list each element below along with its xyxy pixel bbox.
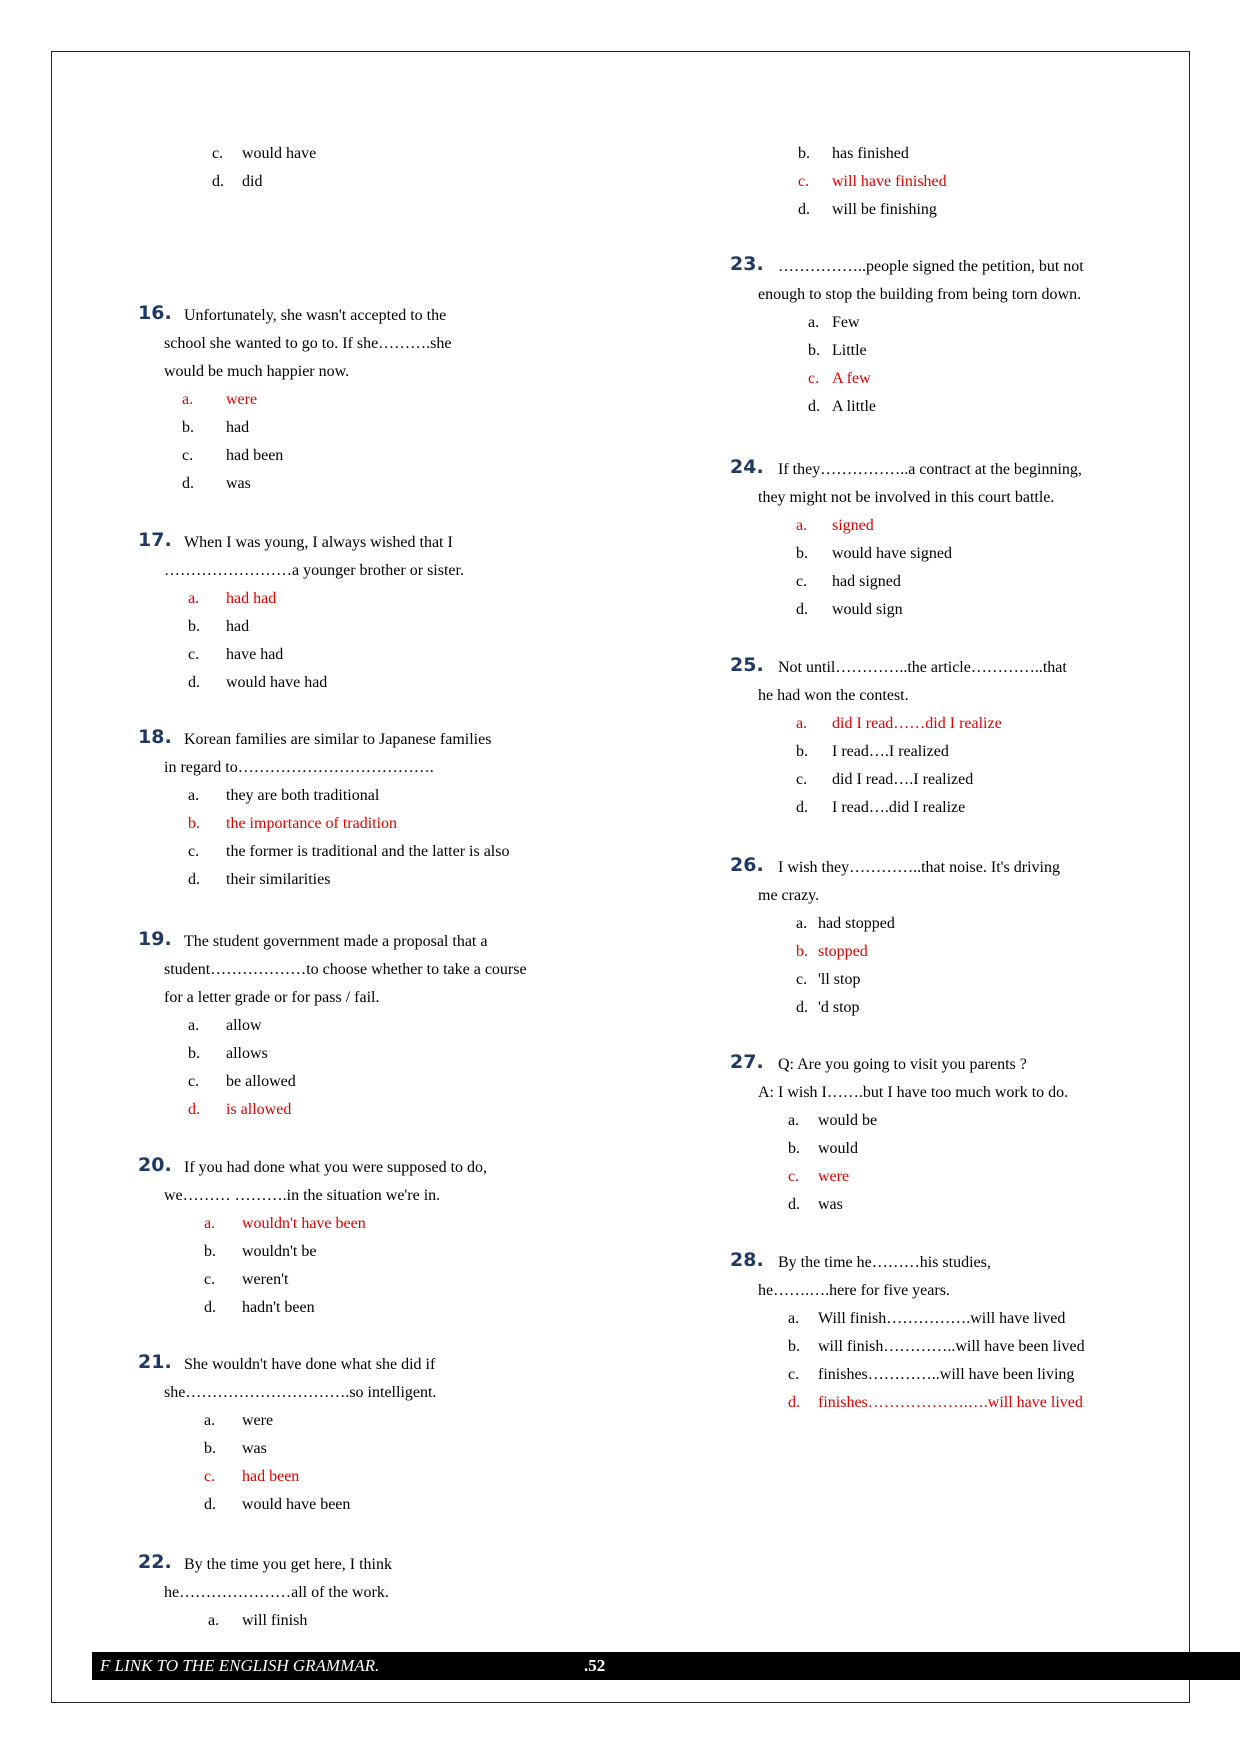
question-text: Not until…………..the article…………..that xyxy=(778,659,1067,676)
option-letter: c. xyxy=(788,1168,800,1185)
option-text: wouldn't have been xyxy=(242,1215,366,1232)
option-letter: a. xyxy=(188,590,200,607)
option-text: is allowed xyxy=(226,1101,292,1118)
question-text: By the time he………his studies, xyxy=(778,1254,991,1271)
option-letter: d. xyxy=(808,398,820,415)
question-text: student………………to choose whether to take a course xyxy=(164,961,527,978)
question-number: 27. xyxy=(730,1051,764,1073)
question-text: If you had done what you were supposed to do, xyxy=(184,1159,488,1176)
option-text: be allowed xyxy=(226,1073,296,1090)
question-number: 24. xyxy=(730,456,764,478)
option-text: wouldn't be xyxy=(242,1243,317,1260)
option-text: I read….I realized xyxy=(832,743,949,760)
question-number: 21. xyxy=(138,1351,172,1373)
option-text: would have been xyxy=(242,1496,351,1513)
question-number: 23. xyxy=(730,253,764,275)
option-letter: c. xyxy=(808,370,820,387)
question-text: for a letter grade or for pass / fail. xyxy=(164,989,380,1006)
option-letter: a. xyxy=(204,1412,216,1429)
option-text: will be finishing xyxy=(832,201,937,218)
option-text: they are both traditional xyxy=(226,787,380,804)
question-number: 28. xyxy=(730,1249,764,1271)
option-letter: c. xyxy=(796,771,808,788)
option-letter: d. xyxy=(212,173,224,190)
question-number: 22. xyxy=(138,1551,172,1573)
question-number: 16. xyxy=(138,302,172,324)
question-text: ……………..people signed the petition, but not xyxy=(778,258,1084,275)
option-letter: c. xyxy=(204,1468,216,1485)
question-text: Unfortunately, she wasn't accepted to the xyxy=(184,307,447,324)
option-letter: c. xyxy=(188,843,200,860)
question-text: in regard to………………………………. xyxy=(164,759,434,776)
question-text: we……… ……….in the situation we're in. xyxy=(164,1187,441,1204)
question-text: enough to stop the building from being torn down. xyxy=(758,286,1082,303)
option-text: would have signed xyxy=(832,545,952,562)
option-letter: d. xyxy=(204,1299,216,1316)
option-text: did xyxy=(242,173,263,190)
option-letter: c. xyxy=(188,646,200,663)
option-text: would have xyxy=(242,145,317,162)
option-text: weren't xyxy=(242,1271,289,1288)
question-number: 20. xyxy=(138,1154,172,1176)
option-letter: c. xyxy=(182,447,194,464)
option-text: Will finish…………….will have lived xyxy=(818,1310,1066,1327)
question-text: me crazy. xyxy=(758,887,820,904)
option-letter: c. xyxy=(188,1073,200,1090)
option-letter: d. xyxy=(188,871,200,888)
option-letter: d. xyxy=(788,1196,800,1213)
option-text: 'll stop xyxy=(818,971,861,988)
option-letter: b. xyxy=(204,1243,216,1260)
option-letter: b. xyxy=(188,618,200,635)
option-text: was xyxy=(818,1196,843,1213)
option-text: had been xyxy=(242,1468,300,1485)
option-letter: c. xyxy=(204,1271,216,1288)
option-letter: a. xyxy=(796,915,808,932)
option-text: was xyxy=(242,1440,267,1457)
question-text: I wish they…………..that noise. It's driving xyxy=(778,859,1060,876)
option-text: was xyxy=(226,475,251,492)
question-text: they might not be involved in this court battle. xyxy=(758,489,1055,506)
option-letter: c. xyxy=(212,145,224,162)
question-text: would be much happier now. xyxy=(164,363,350,380)
option-text: would be xyxy=(818,1112,878,1129)
option-text: Little xyxy=(832,342,867,359)
option-text: will finish xyxy=(242,1612,308,1629)
option-text: has finished xyxy=(832,145,909,162)
option-text: I read….did I realize xyxy=(832,799,966,816)
page-number: .52 xyxy=(584,1656,606,1675)
option-letter: d. xyxy=(796,999,808,1016)
question-number: 26. xyxy=(730,854,764,876)
option-text: would sign xyxy=(832,601,903,618)
option-letter: c. xyxy=(788,1366,800,1383)
question-text: school she wanted to go to. If she……….she xyxy=(164,335,452,352)
question-text: ……………………a younger brother or sister. xyxy=(164,562,464,579)
option-letter: b. xyxy=(188,815,200,832)
option-text: would have had xyxy=(226,674,328,691)
option-letter: a. xyxy=(796,517,808,534)
option-text: Few xyxy=(832,314,860,331)
option-text: did I read……did I realize xyxy=(832,715,1002,732)
question-text: he had won the contest. xyxy=(758,687,909,704)
question-text: The student government made a proposal that a xyxy=(184,933,488,950)
option-letter: c. xyxy=(796,573,808,590)
option-letter: d. xyxy=(796,799,808,816)
option-text: their similarities xyxy=(226,871,331,888)
option-text: hadn't been xyxy=(242,1299,315,1316)
option-letter: d. xyxy=(204,1496,216,1513)
option-text: had xyxy=(226,618,250,635)
option-text: finishes……………….….will have lived xyxy=(818,1394,1083,1411)
option-text: would xyxy=(818,1140,858,1157)
option-letter: b. xyxy=(788,1140,800,1157)
option-letter: b. xyxy=(182,419,194,436)
question-text: he…….….here for five years. xyxy=(758,1282,950,1299)
option-letter: d. xyxy=(188,1101,200,1118)
option-letter: a. xyxy=(788,1310,800,1327)
question-text: Korean families are similar to Japanese families xyxy=(184,731,492,748)
question-number: 18. xyxy=(138,726,172,748)
option-letter: b. xyxy=(796,743,808,760)
option-text: finishes…………..will have been living xyxy=(818,1366,1075,1383)
option-text: were xyxy=(242,1412,274,1429)
option-text: allows xyxy=(226,1045,268,1062)
option-letter: a. xyxy=(188,787,200,804)
option-letter: c. xyxy=(796,971,808,988)
option-text: had xyxy=(226,419,250,436)
option-letter: b. xyxy=(798,145,810,162)
option-letter: b. xyxy=(796,943,808,960)
question-text: he…………………all of the work. xyxy=(164,1584,389,1601)
option-letter: a. xyxy=(182,391,194,408)
option-text: A few xyxy=(832,370,871,387)
option-text: did I read….I realized xyxy=(832,771,974,788)
option-text: will have finished xyxy=(832,173,947,190)
question-number: 17. xyxy=(138,529,172,551)
option-text: the former is traditional and the latter is also xyxy=(226,843,510,860)
option-text: the importance of tradition xyxy=(226,815,398,832)
option-letter: d. xyxy=(182,475,194,492)
option-letter: a. xyxy=(796,715,808,732)
option-letter: d. xyxy=(798,201,810,218)
option-letter: d. xyxy=(188,674,200,691)
question-text: A: I wish I…….but I have too much work to do. xyxy=(758,1084,1069,1101)
option-text: will finish…………..will have been lived xyxy=(818,1338,1085,1355)
question-text: When I was young, I always wished that I xyxy=(184,534,453,551)
option-letter: b. xyxy=(788,1338,800,1355)
option-letter: a. xyxy=(808,314,820,331)
option-text: had had xyxy=(226,590,277,607)
option-text: have had xyxy=(226,646,284,663)
footer-title: F LINK TO THE ENGLISH GRAMMAR. xyxy=(100,1656,380,1675)
question-text: Q: Are you going to visit you parents ? xyxy=(778,1056,1027,1073)
question-text: she………………………….so intelligent. xyxy=(164,1384,437,1401)
option-text: 'd stop xyxy=(818,999,860,1016)
option-text: signed xyxy=(832,517,874,534)
option-letter: a. xyxy=(204,1215,216,1232)
option-letter: b. xyxy=(808,342,820,359)
option-text: allow xyxy=(226,1017,262,1034)
option-letter: b. xyxy=(796,545,808,562)
option-letter: b. xyxy=(204,1440,216,1457)
option-letter: a. xyxy=(208,1612,220,1629)
option-text: A little xyxy=(832,398,876,415)
option-letter: a. xyxy=(188,1017,200,1034)
question-text: If they……………..a contract at the beginning, xyxy=(778,461,1082,478)
option-letter: a. xyxy=(788,1112,800,1129)
question-number: 25. xyxy=(730,654,764,676)
option-letter: d. xyxy=(796,601,808,618)
option-letter: b. xyxy=(188,1045,200,1062)
option-text: were xyxy=(226,391,258,408)
option-text: had stopped xyxy=(818,915,895,932)
question-text: She wouldn't have done what she did if xyxy=(184,1356,436,1373)
option-letter: d. xyxy=(788,1394,800,1411)
question-text: By the time you get here, I think xyxy=(184,1556,392,1573)
question-number: 19. xyxy=(138,928,172,950)
option-letter: c. xyxy=(798,173,810,190)
option-text: were xyxy=(818,1168,850,1185)
option-text: had signed xyxy=(832,573,901,590)
option-text: stopped xyxy=(818,943,868,960)
option-text: had been xyxy=(226,447,284,464)
